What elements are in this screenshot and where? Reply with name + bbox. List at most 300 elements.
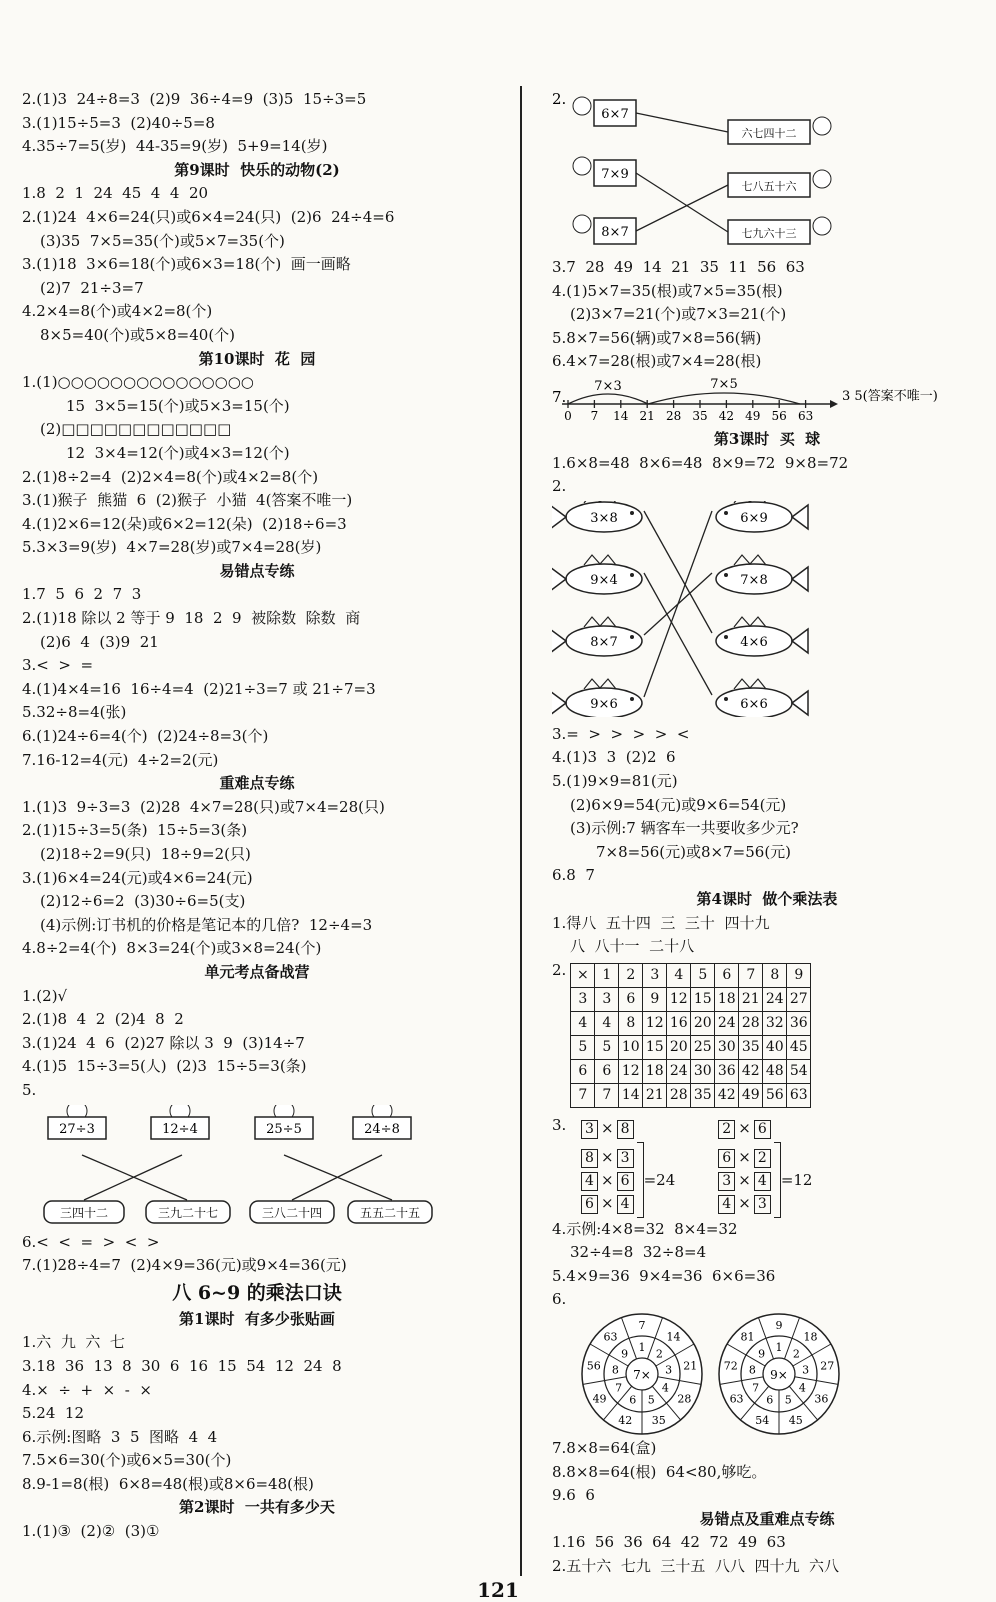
number-box: 4 (754, 1172, 771, 1191)
answer-line: 4.(1)2×6=12(朵)或6×2=12(朵) (2)18÷6=3 (22, 514, 347, 533)
lesson-heading: 第9课时 快乐的动物(2) (174, 160, 340, 179)
wheel-inner-number: 5 (647, 1393, 655, 1407)
rhyme-card-text: 七九六十三 (741, 227, 797, 240)
box-groups (578, 1114, 812, 1218)
answer-line: 1.8 2 1 24 45 4 4 20 (22, 184, 209, 203)
answer-line: 6. (552, 1290, 567, 1309)
wheel-outer-number: 27 (820, 1359, 835, 1373)
cat-card (255, 1105, 313, 1139)
cat-card (48, 1105, 106, 1139)
table-cell: 42 (739, 1059, 763, 1083)
question-label: 7. (552, 387, 567, 406)
answer-line: 3.(1)24 4 6 (2)27 除以 3 9 (3)14÷7 (22, 1033, 305, 1052)
wheel-outer-number: 45 (788, 1414, 803, 1428)
q2-table-row (552, 959, 982, 1108)
answer-line: 4.(1)5×7=35(根)或7×5=35(根) (552, 281, 783, 300)
answer-line: 7×8=56(元)或8×7=56(元) (596, 842, 792, 861)
answer-line: 12 3×4=12(个)或4×3=12(个) (66, 443, 290, 462)
wheel-inner-number: 9 (758, 1347, 766, 1361)
table-cell: 10 (619, 1035, 643, 1059)
rhyme-card-text: 六七四十二 (741, 127, 797, 140)
section-heading: 易错点及重难点专练 (699, 1509, 835, 1528)
table-cell: 6 (715, 963, 739, 987)
times-sign: × (601, 1147, 614, 1166)
table-cell: 28 (667, 1083, 691, 1107)
times-sign: × (738, 1147, 751, 1166)
box-row (578, 1146, 637, 1169)
rhyme-card (44, 1201, 124, 1223)
rhyme-card-text: 三八二十四 (261, 1205, 323, 1220)
table-cell: 2 (619, 963, 643, 987)
answer-line: 1.(1)③ (2)② (3)① (22, 1522, 160, 1541)
answer-line: 5. (22, 1080, 37, 1099)
answer-line: 9.6 6 (552, 1486, 595, 1505)
lesson-heading: 第3课时 买 球 (713, 429, 821, 448)
wheel-outer-number: 81 (740, 1330, 755, 1344)
table-cell: 4 (571, 1011, 595, 1035)
box-row (578, 1117, 637, 1140)
number-line-tick-label: 49 (745, 408, 761, 422)
answer-line: 2.(1)3 24÷8=3 (2)9 36÷4=9 (3)5 15÷3=5 (22, 90, 367, 108)
table-cell: 6 (619, 987, 643, 1011)
answer-line: 3.18 36 13 8 30 6 16 15 54 12 24 8 (22, 1356, 342, 1375)
answer-line: 5.3×3=9(岁) 4×7=28(岁)或7×4=28(岁) (22, 538, 322, 557)
answer-line: 2.(1)8÷2=4 (2)2×4=8(个)或4×2=8(个) (22, 467, 319, 486)
answer-line: 15 3×5=15(个)或5×3=15(个) (66, 396, 290, 415)
table-cell: 40 (763, 1035, 787, 1059)
fish-card (552, 555, 642, 594)
wheel-outer-number: 36 (814, 1392, 829, 1406)
wheel-outer-number: 56 (586, 1359, 601, 1373)
table-cell: 7 (595, 1083, 619, 1107)
box-row (715, 1192, 774, 1215)
number-box: 8 (617, 1120, 634, 1139)
table-cell: 24 (763, 987, 787, 1011)
answer-line: 2. (552, 477, 567, 496)
mouse-card (573, 157, 636, 186)
answer-line: 5.32÷8=4(张) (22, 703, 127, 722)
number-box: 6 (754, 1120, 771, 1139)
table-cell: 36 (787, 1011, 811, 1035)
answer-line: 7.16-12=4(元) 4÷2=2(元) (22, 750, 219, 769)
fish-card (552, 679, 642, 717)
answer-line: 3.(1)猴子 熊猫 6 (2)猴子 小猫 4(答案不唯一) (22, 491, 353, 510)
table-cell: 16 (667, 1011, 691, 1035)
number-box: 6 (617, 1172, 634, 1191)
fish-card-text: 8×7 (590, 634, 618, 650)
table-cell: 3 (595, 987, 619, 1011)
mouse-card (573, 215, 636, 244)
table-cell: 30 (715, 1035, 739, 1059)
wheel-inner-number: 2 (792, 1347, 800, 1361)
table-cell: 1 (595, 963, 619, 987)
number-box: 2 (718, 1120, 735, 1139)
right-column (552, 88, 982, 1579)
lesson-heading: 第1课时 有多少张贴画 (179, 1309, 335, 1328)
wheel-inner-number: 3 (802, 1363, 810, 1377)
number-box: 4 (718, 1195, 735, 1214)
question-label: 2. (552, 960, 567, 979)
wheel-inner-number: 2 (655, 1347, 663, 1361)
table-cell: 56 (763, 1083, 787, 1107)
mouse-card-text: 6×7 (601, 107, 629, 122)
table-cell: 24 (715, 1011, 739, 1035)
box-result: =24 (643, 1170, 676, 1189)
multiplication-table (570, 963, 811, 1108)
number-box: 2 (754, 1149, 771, 1168)
chapter-title: 八 6~9 的乘法口诀 (172, 1281, 342, 1304)
number-line-tick-label: 0 (564, 408, 572, 422)
box-group-left (578, 1114, 675, 1218)
number-line-arc (648, 393, 800, 404)
rhyme-card-text: 五五二十五 (359, 1205, 421, 1220)
wheel-inner-number: 7 (615, 1381, 623, 1395)
answer-line: (2)3×7=21(个)或7×3=21(个) (570, 305, 787, 324)
box-row (715, 1169, 774, 1192)
answer-line: 7.(1)28÷4=7 (2)4×9=36(元)或9×4=36(元) (22, 1256, 347, 1275)
table-cell: 36 (715, 1059, 739, 1083)
multiplication-wheels (580, 1312, 982, 1437)
cat-card-text: 24÷8 (364, 1121, 400, 1137)
answer-line: 1.6×8=48 8×6=48 8×9=72 9×8=72 (552, 453, 849, 472)
rhyme-card-text: 三九二十七 (157, 1205, 219, 1220)
answer-line: 4.(1)4×4=16 16÷4=4 (2)21÷3=7 或 21÷7=3 (22, 679, 376, 698)
rhyme-card (348, 1201, 432, 1223)
mouse-card-text: 8×7 (601, 225, 629, 240)
table-cell: 4 (667, 963, 691, 987)
wheel-outer-number: 14 (666, 1330, 681, 1344)
number-line-answer: 3 5(答案不唯一) (842, 388, 938, 404)
mouse-card-text: 7×9 (601, 167, 629, 182)
number-line-tick-label: 42 (718, 408, 735, 422)
section-heading: 单元考点备战营 (204, 962, 310, 981)
times-sign: × (601, 1118, 614, 1137)
times-sign: × (601, 1170, 614, 1189)
table-cell: 18 (643, 1059, 667, 1083)
answer-line: 6.(1)24÷6=4(个) (2)24÷8=3(个) (22, 727, 269, 746)
number-line-tick-label: 63 (797, 408, 814, 422)
table-row (571, 1083, 811, 1107)
number-box: 6 (581, 1195, 598, 1214)
wheel-inner-number: 9 (621, 1347, 629, 1361)
table-cell: 9 (643, 987, 667, 1011)
wheel-outer-number: 63 (603, 1330, 618, 1344)
rhyme-card (728, 217, 831, 244)
answer-line: (2)6 4 (3)9 21 (40, 632, 159, 651)
answer-line: 5.8×7=56(辆)或7×8=56(辆) (552, 328, 762, 347)
fish-card-text: 9×4 (590, 572, 618, 588)
table-cell: 5 (571, 1035, 595, 1059)
table-cell: 12 (619, 1059, 643, 1083)
box-column (578, 1117, 637, 1215)
answer-line: 4.8÷2=4(个) 8×3=24(个)或3×8=24(个) (22, 939, 322, 958)
answer-line: 8.9-1=8(根) 6×8=48(根)或8×6=48(根) (22, 1474, 314, 1493)
answer-line: 1.16 56 36 64 42 72 49 63 (552, 1533, 786, 1552)
table-cell: 21 (739, 987, 763, 1011)
wheel-outer-number: 21 (683, 1359, 698, 1373)
match-line (636, 173, 728, 232)
arc-label: 7×5 (710, 376, 738, 392)
wheel-inner-number: 1 (638, 1341, 646, 1355)
table-cell: 45 (787, 1035, 811, 1059)
answer-line: 2.(1)24 4×6=24(只)或6×4=24(只) (2)6 24÷4=6 (22, 207, 395, 226)
rhyme-card-text: 七八五十六 (741, 180, 797, 193)
brace (774, 1142, 781, 1218)
fish-card (552, 501, 642, 532)
lesson-heading: 第4课时 做个乘法表 (696, 889, 838, 908)
fish-card-text: 9×6 (590, 696, 618, 712)
rhyme-card (728, 117, 831, 144)
answer-line: 1.(1)○○○○○○○○○○○○○○○ (22, 373, 254, 392)
match-line (644, 573, 712, 695)
box-row (578, 1169, 637, 1192)
column-divider (520, 86, 522, 1576)
cat-card-text: 25÷5 (266, 1121, 302, 1137)
table-cell: 35 (691, 1083, 715, 1107)
number-line-tick-label: 28 (665, 408, 682, 422)
wheel-outer-number: 72 (723, 1359, 738, 1373)
rhyme-card (250, 1201, 334, 1223)
number-box: 6 (718, 1149, 735, 1168)
wheel-outer-number: 9 (775, 1319, 783, 1333)
answer-line: (2)7 21÷3=7 (40, 278, 144, 297)
block-top (22, 88, 492, 159)
number-line-tick-label: 35 (692, 408, 708, 422)
table-cell: 5 (691, 963, 715, 987)
answer-line: 8.8×8=64(根) 64<80,够吃。 (552, 1462, 767, 1481)
table-cell: 25 (691, 1035, 715, 1059)
wheel-inner-number: 1 (775, 1341, 783, 1355)
fish-matching-figure (552, 501, 972, 717)
table-cell: 42 (715, 1083, 739, 1107)
fish-card-text: 3×8 (590, 510, 618, 526)
table-cell: 21 (643, 1083, 667, 1107)
number-box: 3 (718, 1172, 735, 1191)
cat-card (353, 1105, 411, 1139)
table-row (571, 987, 811, 1011)
box-row (715, 1117, 774, 1140)
table-cell: 9 (787, 963, 811, 987)
mouse-matching-figure (552, 90, 972, 250)
wheel-outer-number: 35 (651, 1414, 666, 1428)
wheel-outer-number: 63 (729, 1392, 744, 1406)
answer-line: 6.8 7 (552, 866, 595, 885)
section-heading: 重难点专练 (219, 774, 295, 793)
wheel-inner-number: 6 (766, 1393, 774, 1407)
table-cell: 18 (715, 987, 739, 1011)
answer-line: (2)6×9=54(元)或9×6=54(元) (570, 795, 787, 814)
times-sign: × (738, 1193, 751, 1212)
wheel-inner-number: 7 (752, 1381, 760, 1395)
fish-card (716, 501, 808, 532)
wheel-inner-number: 3 (665, 1363, 673, 1377)
answer-line: 2.五十六 七九 三十五 八八 四十九 六八 (552, 1557, 839, 1576)
multiplication-wheel-7 (580, 1312, 705, 1437)
answer-line: 3.7 28 49 14 21 35 11 56 63 (552, 258, 805, 276)
table-cell: 24 (667, 1059, 691, 1083)
answer-line: 6.< < = > < > (22, 1232, 160, 1251)
match-line (636, 185, 728, 231)
table-cell: 14 (619, 1083, 643, 1107)
answer-line: 6.示例:图略 3 5 图略 4 4 (22, 1427, 218, 1446)
table-cell: 15 (691, 987, 715, 1011)
answer-line: 2.(1)15÷3=5(条) 15÷5=3(条) (22, 821, 248, 840)
times-sign: × (738, 1118, 751, 1137)
wheel-inner-number: 6 (629, 1393, 637, 1407)
cat-card-text: 12÷4 (162, 1121, 198, 1137)
answer-line: (2)12÷6=2 (3)30÷6=5(支) (40, 892, 246, 911)
rhyme-card (146, 1201, 230, 1223)
table-cell: 30 (691, 1059, 715, 1083)
number-box: 3 (581, 1120, 598, 1139)
wheel-inner-number: 8 (748, 1363, 756, 1377)
fish-card (716, 555, 808, 594)
table-cell: 20 (691, 1011, 715, 1035)
wheel-outer-number: 54 (755, 1414, 770, 1428)
table-cell: 28 (739, 1011, 763, 1035)
answer-line: 32÷4=8 32÷8=4 (570, 1243, 707, 1262)
fish-right-group (716, 501, 808, 717)
number-line-tick-label: 7 (590, 408, 599, 422)
fish-card (552, 617, 642, 656)
number-line-tick-label: 14 (613, 408, 629, 422)
number-box: 8 (581, 1149, 598, 1168)
answer-line: (3)示例:7 辆客车一共要收多少元? (570, 819, 799, 838)
box-result: =12 (780, 1170, 813, 1189)
answer-line: 1.得八 五十四 三 三十 四十九 (552, 913, 770, 932)
answer-line: (2)18÷2=9(只) 18÷9=2(只) (40, 845, 251, 863)
brace (637, 1142, 644, 1218)
table-cell: 5 (595, 1035, 619, 1059)
wheel-outer-number: 18 (803, 1330, 818, 1344)
table-cell: 8 (763, 963, 787, 987)
number-line-arc (568, 394, 648, 404)
number-box: 3 (617, 1149, 634, 1168)
table-cell: 12 (667, 987, 691, 1011)
table-cell: 6 (571, 1059, 595, 1083)
match-line (644, 511, 712, 697)
table-row (571, 1011, 811, 1035)
fish-card-text: 7×8 (740, 572, 768, 588)
fish-card-text: 6×6 (740, 696, 768, 712)
answer-line: 4.× ÷ + × - × (22, 1380, 152, 1399)
table-row (571, 963, 811, 987)
answer-line: 1.(1)3 9÷3=3 (2)28 4×7=28(只)或7×4=28(只) (22, 797, 385, 816)
box-row (578, 1192, 637, 1215)
table-row (571, 1059, 811, 1083)
answer-line: 4.(1)3 3 (2)2 6 (552, 748, 676, 767)
answer-line: (2)□□□□□□□□□□□□ (40, 420, 232, 439)
times-sign: × (738, 1170, 751, 1189)
question-label: 2. (552, 90, 567, 108)
answer-line: 4.(1)5 15÷3=5(人) (2)3 15÷5=3(条) (22, 1057, 307, 1076)
answer-line: 八 八十一 二十八 (570, 937, 695, 956)
table-cell: 4 (595, 1011, 619, 1035)
table-cell: 3 (643, 963, 667, 987)
table-cell: 20 (667, 1035, 691, 1059)
box-row (715, 1146, 774, 1169)
lesson-heading: 第2课时 一共有多少天 (179, 1498, 335, 1517)
answer-line: 5.(1)9×9=81(元) (552, 771, 678, 790)
table-cell: 49 (739, 1083, 763, 1107)
multiplication-wheel-9 (717, 1312, 842, 1437)
wheel-center-label: 7× (633, 1368, 651, 1383)
answer-line: 2.(1)8 4 2 (2)4 8 2 (22, 1010, 184, 1029)
answer-line: 3.(1)6×4=24(元)或4×6=24(元) (22, 868, 253, 887)
table-cell: 63 (787, 1083, 811, 1107)
answer-line: 4.35÷7=5(岁) 44-35=9(岁) 5+9=14(岁) (22, 137, 328, 156)
wheel-center-label: 9× (770, 1368, 788, 1383)
answer-line: 1.7 5 6 2 7 3 (22, 585, 142, 604)
table-cell: 12 (643, 1011, 667, 1035)
wheel-inner-number: 4 (798, 1381, 806, 1395)
table-cell: 3 (571, 987, 595, 1011)
answer-line: 4.2×4=8(个)或4×2=8(个) (22, 302, 213, 321)
answer-line: 2.(1)18 除以 2 等于 9 18 2 9 被除数 除数 商 (22, 609, 361, 628)
table-row (571, 1035, 811, 1059)
table-cell: 27 (787, 987, 811, 1011)
answer-line: 1.六 九 六 七 (22, 1333, 125, 1352)
number-line-tick-label: 56 (771, 408, 787, 422)
table-cell: 32 (763, 1011, 787, 1035)
wheel-inner-number: 8 (611, 1363, 619, 1377)
answer-line: 3.(1)15÷5=3 (2)40÷5=8 (22, 113, 215, 132)
answer-line: 7.5×6=30(个)或6×5=30(个) (22, 1451, 232, 1470)
arc-label: 7×3 (594, 378, 622, 394)
answer-line: 3.< > = (22, 656, 94, 675)
answer-line: 5.4×9=36 9×4=36 6×6=36 (552, 1266, 776, 1285)
fish-left-group (552, 501, 642, 717)
table-cell: 6 (595, 1059, 619, 1083)
cat-matching-figure (22, 1105, 452, 1225)
answer-line: (4)示例:订书机的价格是笔记本的几倍? 12÷4=3 (40, 915, 373, 934)
number-box: 3 (754, 1195, 771, 1214)
wheel-outer-number: 28 (677, 1392, 692, 1406)
left-column (22, 88, 492, 1544)
q3-boxes (552, 1114, 982, 1218)
table-cell: 54 (787, 1059, 811, 1083)
match-line (636, 113, 728, 132)
answer-line: 6.4×7=28(根)或7×4=28(根) (552, 352, 762, 371)
answer-line: 3.= > > > > < (552, 724, 690, 743)
times-sign: × (601, 1193, 614, 1212)
table-cell: 7 (739, 963, 763, 987)
wheel-outer-number: 42 (618, 1414, 633, 1428)
mouse-card (573, 97, 636, 126)
rhyme-card (728, 170, 831, 197)
cat-card (151, 1105, 209, 1139)
fish-card (716, 617, 808, 656)
number-box: 4 (617, 1195, 634, 1214)
section-heading: 易错点专练 (219, 561, 295, 580)
answer-line: 7.8×8=64(盒) (552, 1439, 657, 1458)
cat-card-text: 27÷3 (59, 1121, 95, 1137)
table-cell: 7 (571, 1083, 595, 1107)
answer-line: 8×5=40(个)或5×8=40(个) (40, 325, 236, 344)
answer-line: 1.(2)√ (22, 986, 68, 1005)
table-cell: 8 (619, 1011, 643, 1035)
wheel-outer-number: 49 (592, 1392, 607, 1406)
fish-card-text: 4×6 (740, 634, 768, 650)
fish-card (716, 679, 808, 717)
match-line (644, 511, 712, 633)
table-cell: × (571, 963, 595, 987)
number-line-tick-label: 21 (639, 408, 655, 422)
box-column (715, 1117, 774, 1215)
answer-line: 3.(1)18 3×6=18(个)或6×3=18(个) 画一画略 (22, 255, 351, 274)
wheel-inner-number: 5 (784, 1393, 792, 1407)
number-line-figure (552, 376, 982, 422)
